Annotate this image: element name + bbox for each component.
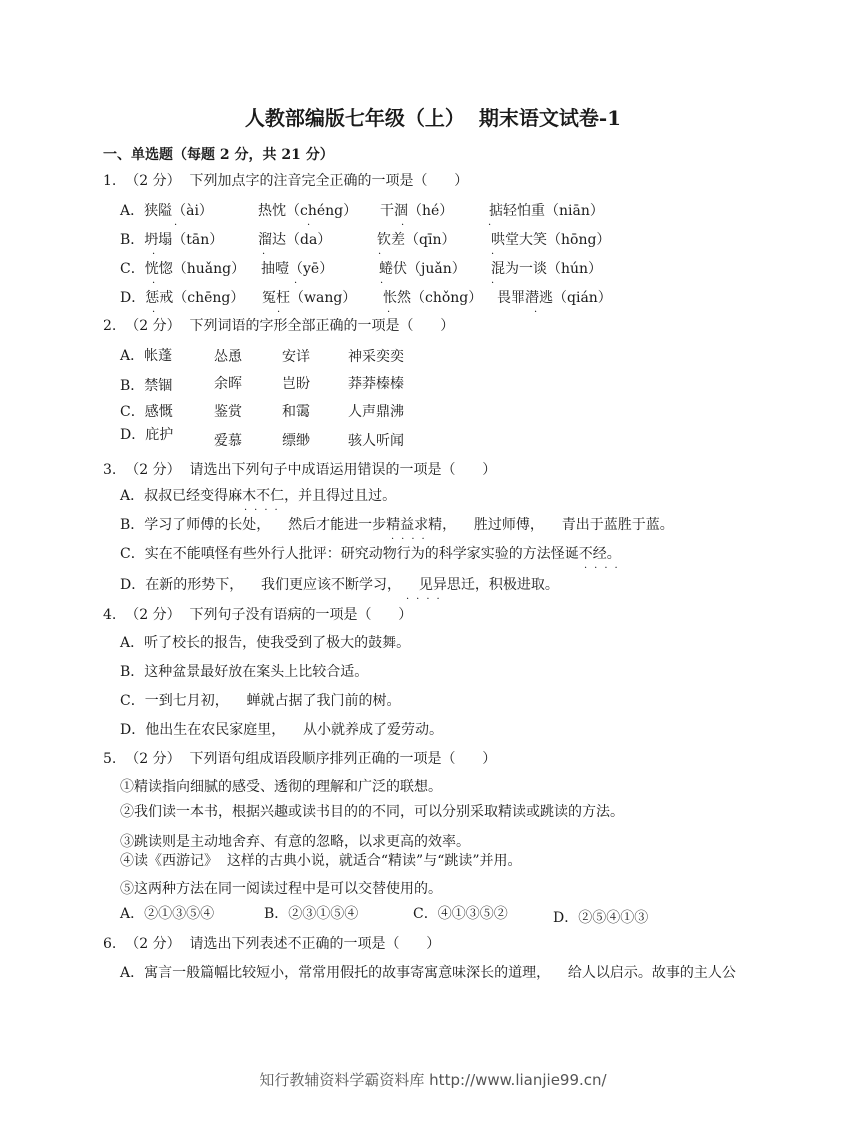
emphasis-dot: · xyxy=(307,220,318,231)
emphasis-dot: · xyxy=(488,220,499,231)
emphasis-dot: · xyxy=(277,307,288,318)
q1-option-a-1: A．狭隘（ài） xyxy=(120,203,213,219)
emphasis-dot: · xyxy=(294,278,305,289)
q1-option-c-2: 抽噎（yē） xyxy=(261,261,334,277)
q1-option-c-3: 蜷伏（juǎn） xyxy=(379,261,466,277)
q4-option-d: D．他出生在农民家庭里， 从小就养成了爱劳动。 xyxy=(120,722,444,738)
q2-option-d-1: D．庇护 xyxy=(120,427,174,443)
q1-option-b-3: 钦差（qīn） xyxy=(377,232,456,248)
q1-option-d-2: 冤枉（wang） xyxy=(262,290,357,306)
q1-option-d-4: 畏罪潜逃（qián） xyxy=(497,290,612,306)
q2-option-b-2: 余晖 xyxy=(214,376,242,392)
emphasis-dots: ···· xyxy=(584,563,625,574)
q2-option-d-4: 骇人听闻 xyxy=(348,433,404,449)
q1-option-c-4: 混为一谈（hún） xyxy=(491,261,603,277)
emphasis-dot: · xyxy=(152,307,163,318)
q5-sentence-1: ①精读指向细腻的感受、透彻的理解和广泛的联想。 xyxy=(120,779,442,795)
q5-option-b: B．②③①⑤④ xyxy=(264,906,359,922)
q5-option-d: D．②⑤④①③ xyxy=(553,910,649,926)
emphasis-dot: · xyxy=(534,307,545,318)
q4-option-c: C．一到七月初， 蝉就占据了我门前的树。 xyxy=(120,693,401,709)
q3-option-a: A．叔叔已经变得麻木不仁，并且得过且过。 xyxy=(120,488,397,504)
q2-option-a-3: 安详 xyxy=(282,349,310,365)
q5-sentence-3: ③跳读则是主动地舍弃、有意的忽略，以求更高的效率。 xyxy=(120,834,470,850)
q5-sentence-5: ⑤这两种方法在同一阅读过程中是可以交替使用的。 xyxy=(120,881,442,897)
q1-option-b-4: 哄堂大笑（hōng） xyxy=(491,232,611,248)
q2-option-d-2: 爱慕 xyxy=(214,433,242,449)
emphasis-dot: · xyxy=(378,249,389,260)
question-5-stem: 5. （2 分） 下列语句组成语段顺序排列正确的一项是（ ） xyxy=(103,751,497,767)
q1-option-a-2: 热忱（chéng） xyxy=(258,203,358,219)
q2-option-a-1: A．帐蓬 xyxy=(120,348,173,364)
q2-option-b-3: 岂盼 xyxy=(282,376,310,392)
emphasis-dot: · xyxy=(387,307,398,318)
emphasis-dot: · xyxy=(491,249,502,260)
emphasis-dot: · xyxy=(262,249,273,260)
q2-option-c-1: C．感慨 xyxy=(120,404,173,420)
emphasis-dots: ···· xyxy=(406,594,447,605)
section-heading: 一、单选题（每题 2 分，共 21 分） xyxy=(103,147,334,163)
emphasis-dot: · xyxy=(174,220,185,231)
q1-option-a-3: 干涸（hé） xyxy=(380,203,454,219)
q5-option-a: A．②①③⑤④ xyxy=(120,906,215,922)
q3-option-c: C．实在不能嗔怪有些外行人批评：研究动物行为的科学家实验的方法怪诞不经。 xyxy=(120,546,621,562)
q1-option-b-1: B．坍塌（tān） xyxy=(120,232,224,248)
q1-option-b-2: 溜达（da） xyxy=(258,232,332,248)
q2-option-a-4: 神采奕奕 xyxy=(348,349,404,365)
q2-option-c-3: 和霭 xyxy=(282,404,310,420)
q2-option-b-4: 莽莽榛榛 xyxy=(348,376,404,392)
q1-option-d-3: 怅然（chǒng） xyxy=(383,290,483,306)
q1-option-d-1: D．惩戒（chēng） xyxy=(120,290,245,306)
emphasis-dot: · xyxy=(491,278,502,289)
emphasis-dot: · xyxy=(380,278,391,289)
question-6-stem: 6. （2 分） 请选出下列表述不正确的一项是（ ） xyxy=(103,936,441,952)
q2-option-d-3: 缥缈 xyxy=(282,433,310,449)
q5-sentence-2: ②我们读一本书，根据兴趣或读书目的的不同，可以分别采取精读或跳读的方法。 xyxy=(120,804,624,820)
q3-option-b: B．学习了师傅的长处， 然后才能进一步精益求精， 胜过师傅， 青出于蓝胜于蓝。 xyxy=(120,517,674,533)
question-2-stem: 2. （2 分） 下列词语的字形全部正确的一项是（ ） xyxy=(103,318,455,334)
q4-option-a: A．听了校长的报告，使我受到了极大的鼓舞。 xyxy=(120,635,411,651)
q2-option-a-2: 怂恿 xyxy=(214,349,242,365)
question-4-stem: 4. （2 分） 下列句子没有语病的一项是（ ） xyxy=(103,607,413,623)
q1-option-a-4: 掂轻怕重（niān） xyxy=(489,203,604,219)
q2-option-c-2: 鉴赏 xyxy=(214,404,242,420)
q3-option-d: D．在新的形势下， 我们更应该不断学习， 见异思迁，积极进取。 xyxy=(120,577,559,593)
q4-option-b: B．这种盆景最好放在案头上比较合适。 xyxy=(120,664,369,680)
emphasis-dot: · xyxy=(152,249,163,260)
q5-option-c: C．④①③⑤② xyxy=(413,906,508,922)
q2-option-c-4: 人声鼎沸 xyxy=(348,404,404,420)
emphasis-dot: · xyxy=(401,220,412,231)
q5-sentence-4: ④读《西游记》 这样的古典小说，就适合“精读”与“跳读”并用。 xyxy=(120,853,522,869)
q6-option-a: A．寓言一般篇幅比较短小，常常用假托的故事寄寓意味深长的道理， 给人以启示。故事的主人公 xyxy=(120,965,736,981)
exam-title: 人教部编版七年级（上） 期末语文试卷-1 xyxy=(244,106,622,130)
emphasis-dots: ···· xyxy=(244,505,285,516)
question-3-stem: 3. （2 分） 请选出下列句子中成语运用错误的一项是（ ） xyxy=(103,462,497,478)
question-1-stem: 1. （2 分） 下列加点字的注音完全正确的一项是（ ） xyxy=(103,173,469,189)
q1-option-c-1: C．恍惚（huǎng） xyxy=(120,261,246,277)
emphasis-dots: ···· xyxy=(391,534,432,545)
q2-option-b-1: B．禁锢 xyxy=(120,378,173,394)
emphasis-dot: · xyxy=(152,278,163,289)
footer-watermark: 知行教辅资料学霸资料库 http://www.lianjie99.cn/ xyxy=(259,1071,607,1089)
